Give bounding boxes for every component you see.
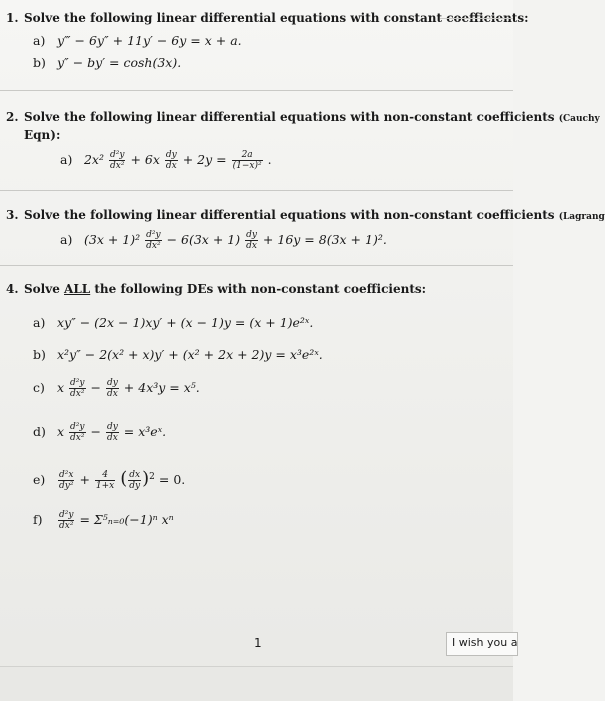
- q4-d-pre: x: [56, 424, 65, 439]
- q2-a-f2-num: dy: [165, 150, 177, 160]
- q4-d-label: d): [33, 424, 46, 439]
- q4-e-f3-num: dx: [129, 470, 141, 480]
- q3-text-main: Solve the following linear differential equations with non-constant coefficients: [24, 208, 555, 222]
- q2-a-lhs: 2x²: [83, 152, 104, 167]
- q4-text-all: ALL: [64, 282, 91, 296]
- q4-d-f1-den: dx²: [70, 433, 85, 443]
- q4-c-end: + 4x³y = x⁵.: [123, 380, 200, 395]
- q3-a-mid: − 6(3x + 1): [166, 232, 241, 247]
- q4-a-label: a): [33, 315, 46, 330]
- q2-a-f3-num: 2a: [232, 150, 263, 161]
- q4-b-label: b): [33, 347, 46, 362]
- q2-part-a: [60, 150, 272, 171]
- q1-a-equation: y‴ − 6y″ + 11y′ − 6y = x + a.: [56, 33, 242, 48]
- q4-f-f1-den: dx²: [58, 521, 74, 531]
- q2-a-f1-den: dx²: [109, 161, 125, 171]
- q1-part-a: [33, 33, 242, 48]
- q4-c-f1-num: d²y: [70, 378, 85, 388]
- q4-e-f2-num: 4: [95, 470, 115, 481]
- q2-a-fraction-2: [165, 150, 178, 171]
- q3-a-end: + 16y = 8(3x + 1)².: [262, 232, 387, 247]
- q2-number: 2.: [6, 110, 19, 124]
- q4-c-f1-den: dx²: [70, 389, 85, 399]
- page-number: 1: [254, 636, 262, 650]
- q4-e-f2-den: 1+x: [95, 481, 115, 491]
- q4-e-right-paren: ): [142, 468, 150, 489]
- q4-e-f1-den: dy²: [58, 481, 74, 491]
- q2-a-fraction-1: [109, 150, 125, 171]
- q3-a-f1-num: d²y: [146, 230, 161, 240]
- q4-d-f2-num: dy: [106, 422, 118, 432]
- q1-text: Solve the following linear differential equations with constant coefficients:: [24, 11, 529, 25]
- q3-part-a: [60, 230, 387, 251]
- q4-f-fraction-1: [58, 510, 74, 531]
- q1-b-equation: y″ − by′ = cosh(3x).: [56, 55, 182, 70]
- q3-a-fraction-1: [145, 230, 161, 251]
- q3-a-lhs: (3x + 1)²: [83, 232, 141, 247]
- q4-c-fraction-2: [106, 378, 119, 399]
- q4-b-equation: x²y″ − 2(x² + x)y′ + (x² + 2x + 2)y = x³e²ˣ.: [56, 347, 323, 362]
- q2-text-main: Solve the following linear differential equations with non-constant coefficients: [24, 110, 555, 124]
- q4-e-label: e): [33, 472, 46, 487]
- note-text: I wish you a: [452, 636, 518, 649]
- q4-part-e: [33, 468, 185, 491]
- section-divider-1: [0, 90, 513, 91]
- q1-number: 1.: [6, 11, 19, 25]
- q4-c-pre: x: [56, 380, 65, 395]
- q4-text-post: the following DEs with non-constant coefficients:: [90, 282, 427, 296]
- q4-c-fraction-1: [69, 378, 85, 399]
- q4-e-fraction-3: [128, 470, 141, 491]
- q2-a-f1-num: d²y: [109, 150, 125, 160]
- q2-a-fraction-3: [232, 150, 263, 171]
- q2-text-cont: Eqn):: [24, 128, 61, 142]
- q3-a-label: a): [60, 232, 73, 247]
- q3-a-fraction-2: [245, 230, 258, 251]
- q4-part-f: [33, 510, 174, 531]
- section-divider-2: [0, 190, 513, 191]
- q1-divider: [440, 18, 513, 19]
- q3-number: 3.: [6, 208, 19, 222]
- q2-a-mid: + 6x: [130, 152, 160, 167]
- q4-e-end: = 0.: [158, 472, 186, 487]
- q4-a-equation: xy″ − (2x − 1)xy′ + (x − 1)y = (x + 1)e²ˣ.: [56, 315, 314, 330]
- q3-text: [24, 208, 605, 222]
- q4-e-fraction-2: [95, 470, 115, 491]
- q4-d-end: = x³eˣ.: [123, 424, 167, 439]
- q1-a-label: a): [33, 33, 46, 48]
- q4-e-exponent: 2: [149, 471, 155, 482]
- q2-a-end: .: [267, 152, 272, 167]
- section-divider-3: [0, 265, 513, 266]
- q2-a-f3-den: (1−x)²: [232, 161, 262, 171]
- q3-a-f2-den: dx: [246, 241, 257, 251]
- q4-d-fraction-2: [106, 422, 119, 443]
- q4-c-mid: −: [90, 380, 101, 395]
- q4-part-d: [33, 422, 166, 443]
- footer-band: [0, 666, 513, 701]
- q4-number: 4.: [6, 282, 19, 296]
- q4-d-f2-den: dx: [106, 433, 118, 443]
- q4-e-left-paren: (: [120, 468, 128, 489]
- q4-part-b: [33, 347, 323, 362]
- q3-text-tag: (Lagrang: [558, 212, 605, 222]
- q4-c-label: c): [33, 380, 45, 395]
- q2-a-mid2: + 2y =: [182, 152, 227, 167]
- q2-text-tag: (Cauchy: [558, 114, 600, 124]
- q4-f-f1-num: d²y: [58, 510, 74, 520]
- q4-c-f2-den: dx: [106, 389, 118, 399]
- q3-a-f2-num: dy: [246, 230, 257, 240]
- q4-part-a: [33, 315, 313, 330]
- q4-d-fraction-1: [69, 422, 85, 443]
- q2-text: [24, 110, 600, 124]
- q4-d-f1-num: d²y: [70, 422, 85, 432]
- q4-e-f1-num: d²x: [58, 470, 74, 480]
- q3-a-f1-den: dx²: [146, 241, 161, 251]
- q4-e-mid: +: [79, 472, 90, 487]
- q4-e-f3-den: dy: [129, 481, 141, 491]
- q1-part-b: [33, 55, 181, 70]
- q4-e-fraction-1: [58, 470, 74, 491]
- q4-part-c: [33, 378, 200, 399]
- q1-b-label: b): [33, 55, 46, 70]
- q2-a-f2-den: dx: [165, 161, 177, 171]
- q4-c-f2-num: dy: [106, 378, 118, 388]
- q2-a-label: a): [60, 152, 73, 167]
- q4-f-label: f): [33, 512, 43, 527]
- q4-text-pre: Solve: [24, 282, 65, 296]
- q4-d-mid: −: [90, 424, 101, 439]
- q4-text: [24, 282, 426, 296]
- q4-f-end: = Σ⁵ₙ₌₀(−1)ⁿ xⁿ: [79, 512, 174, 527]
